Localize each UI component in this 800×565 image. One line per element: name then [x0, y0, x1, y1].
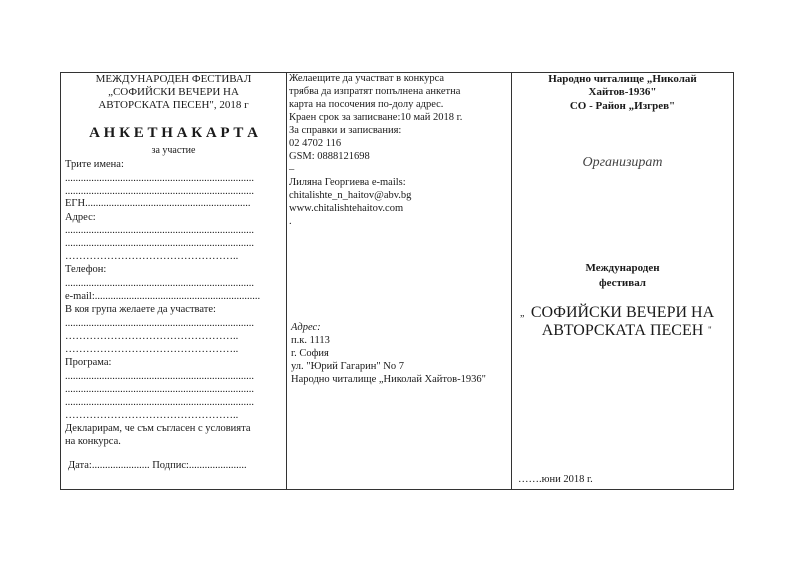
- address-label: Адрес:: [65, 212, 96, 223]
- group-field-line: ........................................................................: [65, 318, 254, 329]
- postal-code: п.к. 1113: [291, 335, 330, 346]
- organizers-word: Организират: [582, 155, 663, 170]
- deadline-line: Краен срок за записване:10 май 2018 г.: [289, 112, 463, 123]
- declaration-line: на конкурса.: [65, 436, 121, 447]
- form-title: А Н К Е Т Н А К А Р Т А: [89, 125, 258, 141]
- festival-header-line2: „СОФИЙСКИ ВЕЧЕРИ НА: [108, 86, 239, 98]
- program-field-line: ........................................................................: [65, 397, 254, 408]
- phone-field-line: ........................................................................: [65, 278, 254, 289]
- info-line: Желаещите да участват в конкурса: [289, 73, 445, 84]
- open-quote: „: [520, 308, 525, 319]
- phone-label: Телефон:: [65, 264, 107, 275]
- phone-number: 02 4702 116: [289, 138, 342, 149]
- egn-field: ЕГН...............................................................: [65, 198, 251, 209]
- address-field-line: ........................................................................: [65, 238, 254, 249]
- email-address: chitalishte_n_haitov@abv.bg: [289, 190, 412, 201]
- organizer-line2: Хайтов-1936": [588, 86, 657, 98]
- program-field-line: ........................................................................: [65, 384, 254, 395]
- city: г. София: [291, 348, 329, 359]
- dash: –: [289, 164, 295, 175]
- dot: .: [289, 216, 292, 227]
- application-form-panel: [61, 72, 286, 490]
- address-field-line: ........................................................................: [65, 225, 254, 236]
- form-subtitle: за участие: [151, 145, 196, 156]
- cover-panel: [512, 72, 733, 490]
- info-line: За справки и записвания:: [289, 125, 402, 136]
- festival-header-line3: АВТОРСКАТА ПЕСЕН", 2018 г: [98, 99, 249, 111]
- festival-title: [512, 300, 733, 360]
- date-signature-line: Дата:...................... Подпис:......................: [68, 460, 247, 471]
- festival-label-line2: фестивал: [599, 277, 646, 289]
- close-quote: ": [708, 325, 712, 335]
- festival-date: …….юни 2018 г.: [518, 474, 593, 485]
- festival-title-line1: СОФИЙСКИ ВЕЧЕРИ НА: [530, 304, 715, 321]
- festival-header-line1: МЕЖДУНАРОДЕН ФЕСТИВАЛ: [95, 73, 252, 85]
- organization-name: Народно читалище „Николай Хайтов-1936": [291, 374, 486, 385]
- gsm-number: GSM: 0888121698: [289, 151, 370, 162]
- organizer-line3: СО - Район „Изгрев": [569, 100, 676, 112]
- street: ул. "Юрий Гагарин" No 7: [291, 361, 405, 372]
- address-field-line: …………………………………………..: [65, 251, 239, 262]
- group-label: В коя група желаете да участвате:: [65, 304, 216, 315]
- contact-person: Лиляна Георгиева e-mails:: [289, 177, 406, 188]
- organizer-line1: Народно читалище „Николай: [548, 73, 697, 85]
- festival-label-line1: Международен: [585, 262, 660, 274]
- group-field-line: …………………………………………..: [65, 344, 239, 355]
- program-label: Програма:: [65, 357, 112, 368]
- email-field: e-mail:...............................................................: [65, 291, 261, 302]
- names-field-line: ........................................................................: [65, 186, 254, 197]
- names-field-line: ........................................................................: [65, 173, 254, 184]
- names-label: Трите имена:: [65, 159, 124, 170]
- group-field-line: …………………………………………..: [65, 331, 239, 342]
- program-field-line: …………………………………………..: [65, 410, 239, 421]
- program-field-line: ........................................................................: [65, 371, 254, 382]
- festival-title-line2: АВТОРСКАТА ПЕСЕН: [541, 322, 704, 339]
- address-heading: Адрес:: [291, 322, 321, 333]
- website: www.chitalishtehaitov.com: [289, 203, 404, 214]
- info-line: трябва да изпратят попълнена анкетна: [289, 86, 461, 97]
- info-line: карта на посочения по-долу адрес.: [289, 99, 444, 110]
- declaration-line: Декларирам, че съм съгласен с условията: [65, 423, 251, 434]
- info-panel: [287, 72, 511, 490]
